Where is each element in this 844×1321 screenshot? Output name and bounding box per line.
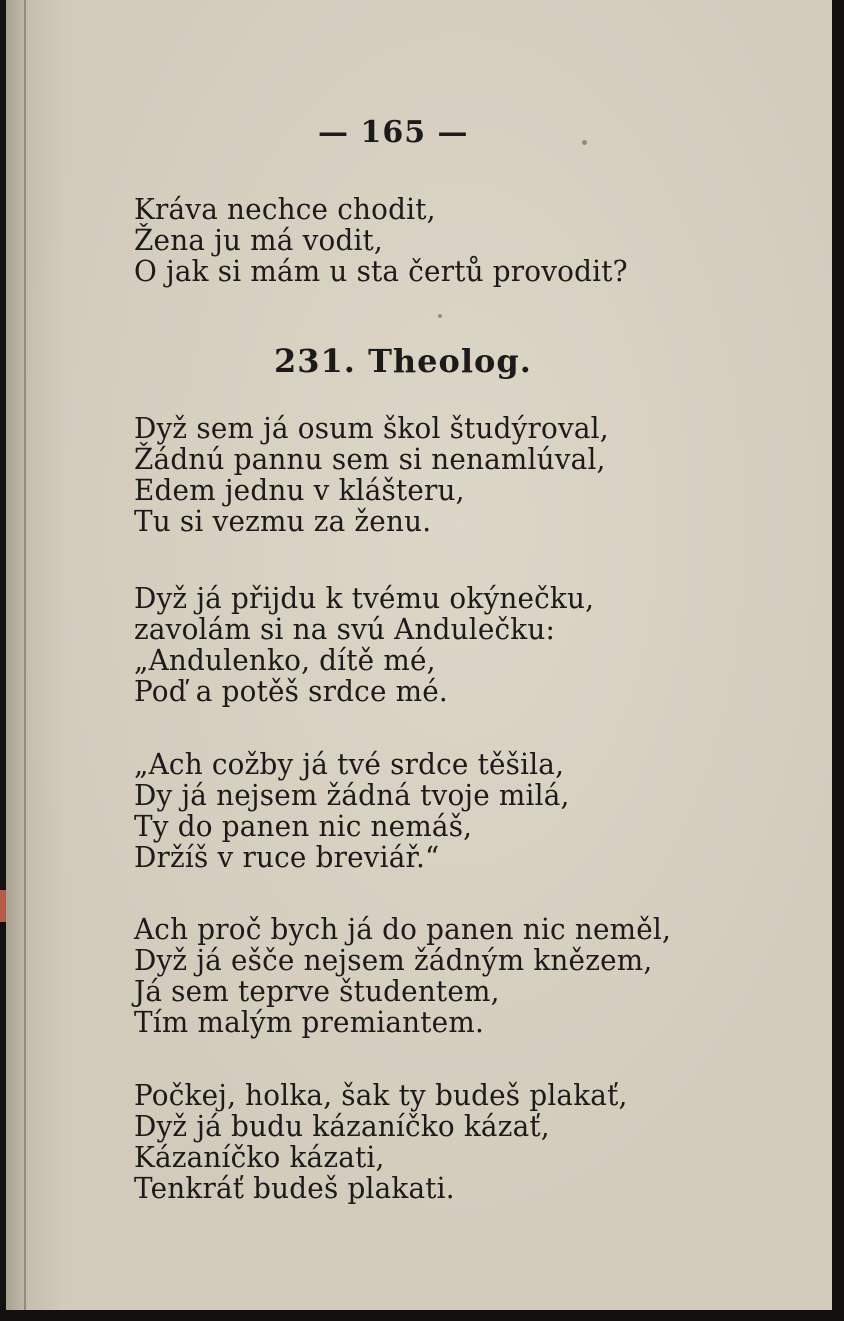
verse-line: Žádnú pannu sem si nenamlúval, <box>134 442 606 476</box>
stanza-3 <box>134 749 588 873</box>
verse-line: Dyž já budu kázaníčko kázať, <box>134 1109 550 1143</box>
page-number: — 165 — <box>318 115 469 150</box>
verse-line: „Ach cožby já tvé srdce těšila, <box>134 747 565 781</box>
verse-line: Dyž já přijdu k tvému okýnečku, <box>134 581 595 615</box>
verse-line: „Andulenko, dítě mé, <box>134 643 436 677</box>
ink-speck <box>438 314 442 318</box>
verse-line: Dyž já ešče nejsem žádným knězem, <box>134 943 653 977</box>
page-gutter <box>24 0 26 1310</box>
poem-heading: 231. Theolog. <box>274 342 532 380</box>
ink-speck <box>582 140 587 145</box>
verse-line: Kráva nechce chodit, <box>134 192 436 226</box>
opening-stanza <box>134 194 648 287</box>
verse-line: Edem jednu v klášteru, <box>134 473 465 507</box>
stanza-4 <box>134 914 693 1038</box>
verse-line: zavolám si na svú Andulečku: <box>134 612 556 646</box>
verse-line: Držíš v ruce breviář.“ <box>134 840 440 874</box>
verse-line: O jak si mám u sta čertů provodit? <box>134 254 628 288</box>
stanza-5 <box>134 1080 648 1204</box>
page-edge-mark <box>0 890 6 922</box>
verse-line: Tu si vezmu za ženu. <box>134 504 432 538</box>
verse-line: Dyž sem já osum škol študýroval, <box>134 411 609 445</box>
verse-line: Poď a potěš srdce mé. <box>134 674 448 708</box>
verse-line: Počkej, holka, šak ty budeš plakať, <box>134 1078 628 1112</box>
stanza-2 <box>134 583 613 707</box>
verse-line: Ty do panen nic nemáš, <box>134 809 473 843</box>
verse-line: Já sem teprve študentem, <box>134 974 500 1008</box>
verse-line: Ach proč bych já do panen nic neměl, <box>134 912 672 946</box>
verse-line: Tím malým premiantem. <box>134 1005 484 1039</box>
stanza-1 <box>134 413 629 537</box>
verse-line: Kázaníčko kázati, <box>134 1140 385 1174</box>
verse-line: Tenkráť budeš plakati. <box>134 1171 455 1205</box>
verse-line: Dy já nejsem žádná tvoje milá, <box>134 778 570 812</box>
verse-line: Žena ju má vodit, <box>134 223 383 257</box>
